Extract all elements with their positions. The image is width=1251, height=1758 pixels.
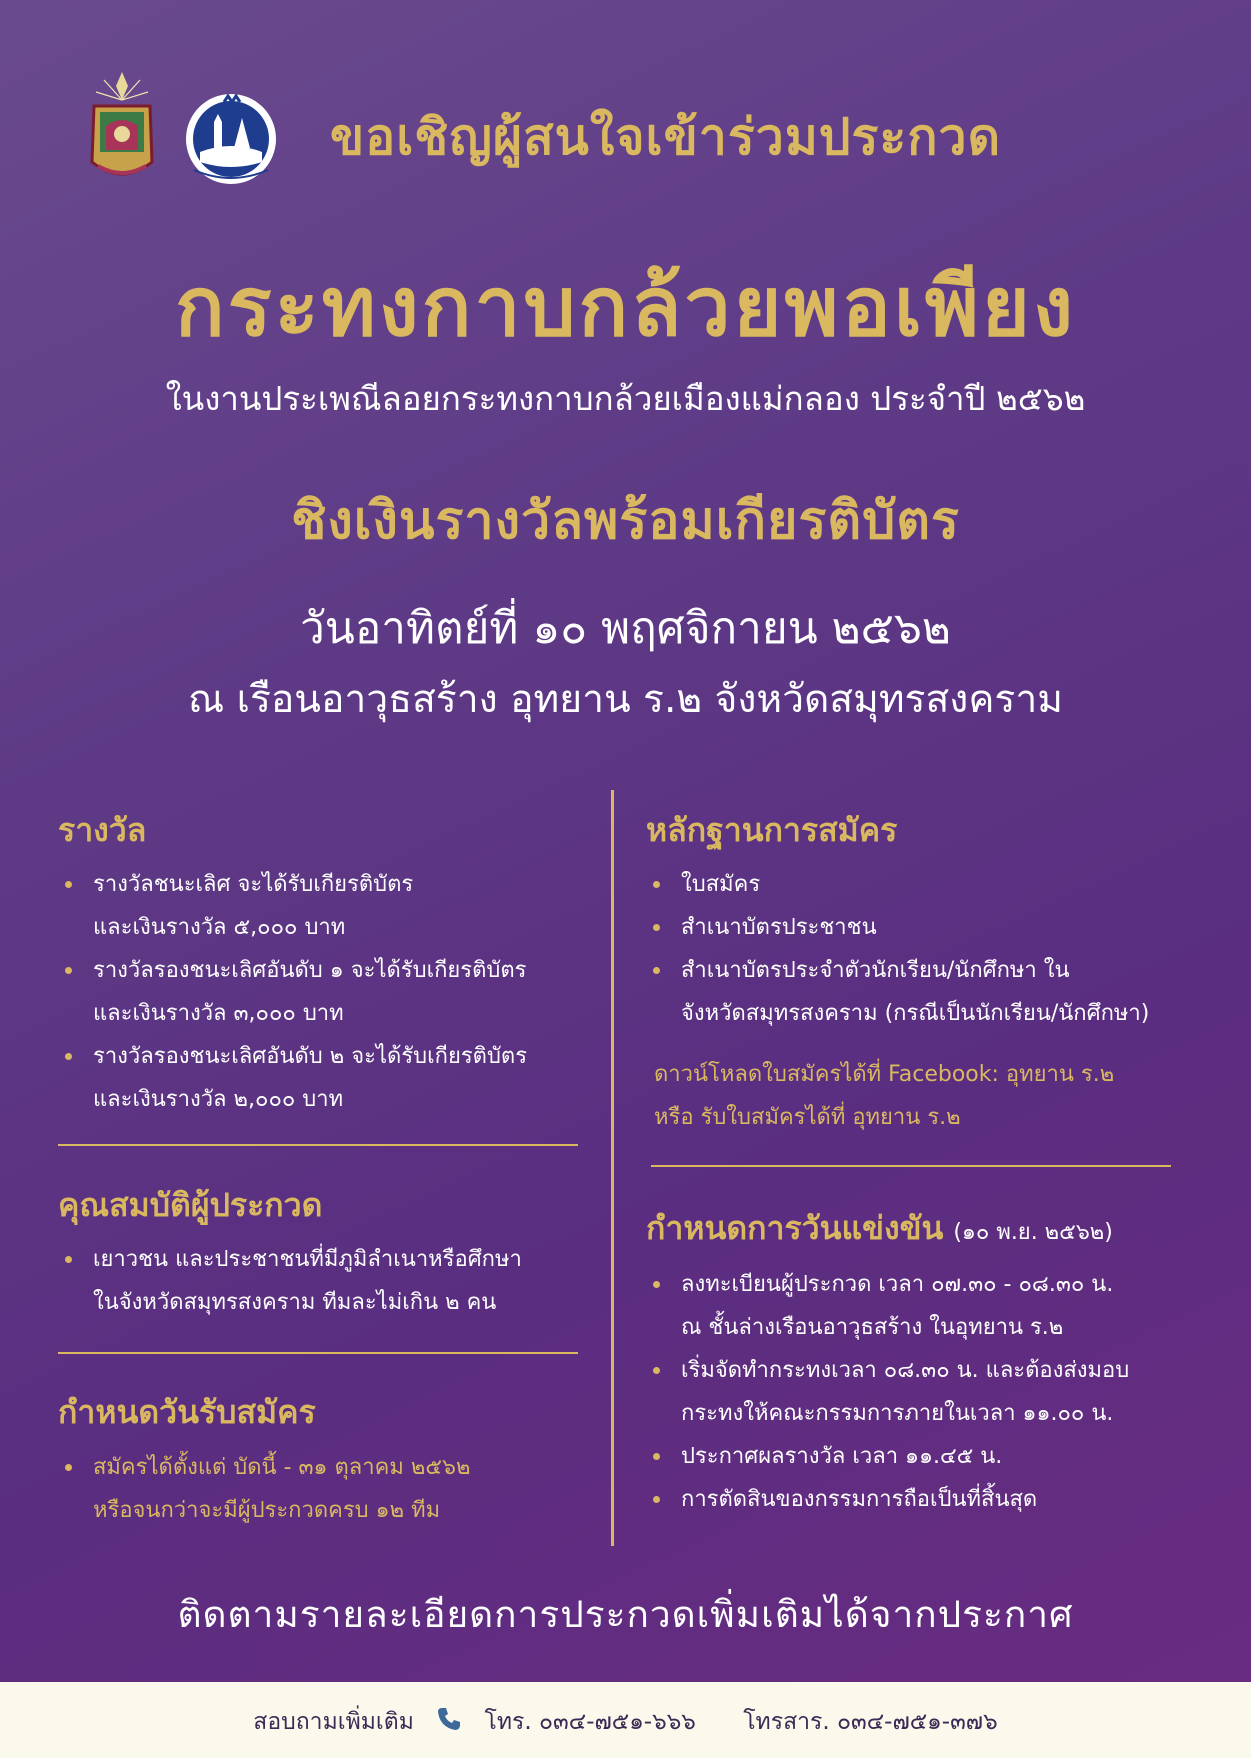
prize-second-amount: และเงินรางวัล ๓,๐๐๐ บาท	[93, 1001, 344, 1026]
list-item	[646, 1349, 1216, 1435]
institution-emblem-icon	[86, 70, 158, 188]
prize-second-line: รางวัลรองชนะเลิศอันดับ ๑ จะได้รับเกียรติบัตร	[93, 958, 527, 983]
tourism-authority-logo-icon	[184, 92, 278, 186]
schedule-title-text: กำหนดการวันแข่งขัน	[646, 1209, 944, 1247]
prize-third-line: รางวัลรองชนะเลิศอันดับ ๒ จะได้รับเกียรติบัตร	[93, 1044, 528, 1069]
schedule-line: ลงทะเบียนผู้ประกวด เวลา ๐๗.๓๐ - ๐๘.๓๐ น.	[681, 1272, 1114, 1297]
prizes-title: รางวัล	[58, 811, 147, 849]
download-note	[654, 1053, 1214, 1139]
documents-title: หลักฐานการสมัคร	[646, 811, 898, 849]
list-item	[646, 1478, 1216, 1521]
deadline-line: หรือจนกว่าจะมีผู้ประกวดครบ ๑๒ ทีม	[93, 1498, 441, 1523]
prize-heading: ชิงเงินรางวัลพร้อมเกียรติบัตร	[291, 491, 960, 551]
schedule-title	[646, 1203, 1113, 1254]
prize-third-amount: และเงินรางวัล ๒,๐๐๐ บาท	[93, 1087, 344, 1112]
schedule-line: ประกาศผลรางวัล เวลา ๑๑.๔๕ น.	[681, 1444, 1003, 1469]
schedule-line: การตัดสินของกรรมการถือเป็นที่สิ้นสุด	[681, 1487, 1038, 1512]
event-subtitle: ในงานประเพณีลอยกระทงกาบกล้วยเมืองแม่กลอง ประจำปี ๒๕๖๒	[165, 379, 1086, 418]
phone-number[interactable]: โทร. ๐๓๔-๗๕๑-๖๖๖	[484, 1709, 696, 1735]
section-divider	[651, 1165, 1171, 1167]
contact-label: สอบถามเพิ่มเติม	[253, 1709, 414, 1735]
list-item	[58, 1035, 598, 1121]
section-divider	[58, 1144, 578, 1146]
list-item	[58, 1446, 598, 1532]
prize-first-line: รางวัลชนะเลิศ จะได้รับเกียรติบัตร	[93, 872, 414, 897]
document-line: สำเนาบัตรประจำตัวนักเรียน/นักศึกษา ใน	[681, 958, 1070, 983]
event-venue: ณ เรือนอาวุธสร้าง อุทยาน ร.๒ จังหวัดสมุทรสงคราม	[188, 677, 1063, 722]
deadline-line: สมัครได้ตั้งแต่ บัดนี้ - ๓๑ ตุลาคม ๒๕๖๒	[93, 1455, 471, 1480]
event-date: วันอาทิตย์ที่ ๑๐ พฤศจิกายน ๒๕๖๒	[300, 603, 951, 654]
document-line: จังหวัดสมุทรสงคราม (กรณีเป็นนักเรียน/นักศึกษา)	[681, 1001, 1150, 1026]
deadline-title: กำหนดวันรับสมัคร	[58, 1393, 316, 1431]
contest-title: กระทงกาบกล้วยพอเพียง	[174, 260, 1077, 355]
list-item	[58, 1238, 598, 1324]
list-item	[646, 863, 1206, 906]
schedule-line: กระทงให้คณะกรรมการภายในเวลา ๑๑.๐๐ น.	[681, 1401, 1114, 1426]
qualification-line: ในจังหวัดสมุทรสงคราม ทีมละไม่เกิน ๒ คน	[93, 1290, 497, 1315]
contact-info	[0, 1704, 1251, 1740]
documents-list	[646, 863, 1206, 1035]
list-item	[646, 1263, 1216, 1349]
follow-announcement: ติดตามรายละเอียดการประกวดเพิ่มเติมได้จากประกาศ	[177, 1593, 1074, 1636]
invite-heading: ขอเชิญผู้สนใจเข้าร่วมประกวด	[330, 108, 1002, 166]
list-item	[58, 949, 598, 1035]
list-item	[646, 949, 1206, 1035]
document-line: สำเนาบัตรประชาชน	[681, 915, 877, 940]
prize-first-amount: และเงินรางวัล ๕,๐๐๐ บาท	[93, 915, 346, 940]
qualifications-list	[58, 1238, 598, 1324]
section-divider	[58, 1352, 578, 1354]
list-item	[646, 906, 1206, 949]
download-line: ดาวน์โหลดใบสมัครได้ที่ Facebook: อุทยาน ร.๒	[654, 1062, 1115, 1087]
schedule-line: เริ่มจัดทำกระทงเวลา ๐๘.๓๐ น. และต้องส่งมอบ	[681, 1358, 1130, 1383]
qualification-line: เยาวชน และประชาชนที่มีภูมิลำเนาหรือศึกษา	[93, 1247, 522, 1272]
document-line: ใบสมัคร	[681, 872, 761, 897]
schedule-list	[646, 1263, 1216, 1521]
contact-bar	[0, 1682, 1251, 1758]
schedule-line: ณ ชั้นล่างเรือนอาวุธสร้าง ในอุทยาน ร.๒	[681, 1315, 1064, 1340]
fax-number: โทรสาร. ๐๓๔-๗๕๑-๓๗๖	[743, 1709, 998, 1735]
schedule-date-note: (๑๐ พ.ย. ๒๕๖๒)	[953, 1220, 1113, 1245]
prizes-list	[58, 863, 598, 1121]
list-item	[646, 1435, 1216, 1478]
qualifications-title: คุณสมบัติผู้ประกวด	[58, 1186, 323, 1224]
deadline-list	[58, 1446, 598, 1532]
phone-icon	[421, 1705, 477, 1739]
column-divider	[611, 790, 614, 1546]
list-item	[58, 863, 598, 949]
download-line: หรือ รับใบสมัครได้ที่ อุทยาน ร.๒	[654, 1105, 961, 1130]
